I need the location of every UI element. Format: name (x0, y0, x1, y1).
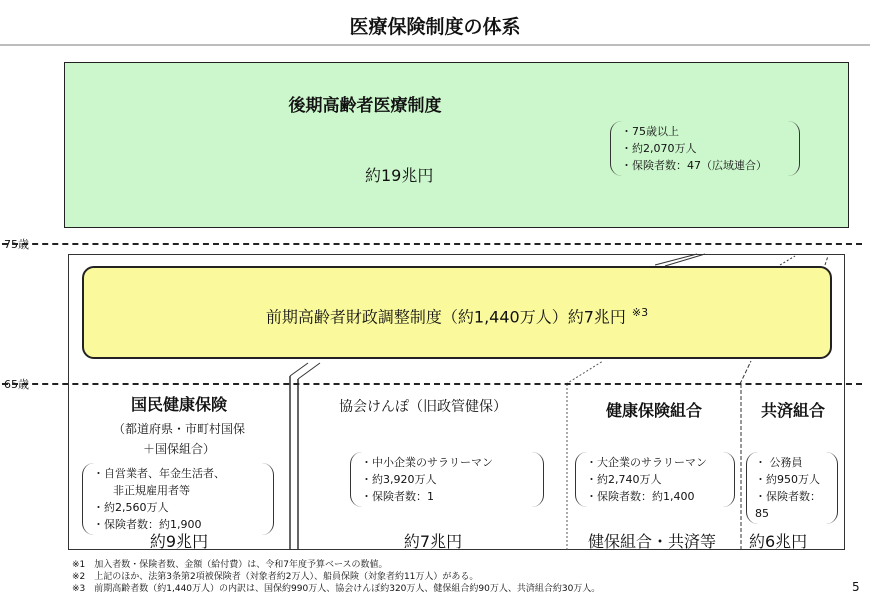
detail: ・75歳以上 (621, 125, 679, 138)
early-elderly-note: ※3 (631, 306, 649, 319)
detail: ・約2,740万人 (586, 473, 662, 486)
detail: ・保険者数：約1,400 (586, 490, 695, 503)
column-details (350, 452, 544, 507)
detail: ・約3,920万人 (361, 473, 437, 486)
late-elderly-name: 後期高齢者医療制度 (288, 96, 442, 116)
column-kokuho (70, 392, 288, 535)
combined-amount: 約6兆円 (749, 532, 808, 551)
detail: ・約950万人 (755, 473, 820, 486)
page-title: 医療保険制度の体系 (349, 16, 521, 38)
detail: ・自営業者、年金生活者、 (93, 467, 225, 480)
detail: ・ 公務員 (755, 456, 803, 469)
detail: 非正規雇用者等 (113, 484, 190, 497)
column-details (575, 452, 735, 507)
detail: ・約2,070万人 (621, 142, 697, 155)
column-sub (70, 419, 288, 459)
detail: ・保険者数：47（広域連合） (621, 159, 767, 172)
column-details (746, 452, 838, 524)
footnote-3: ※3 前期高齢者数（約1,440万人）の内訳は、国保約990万人、協会けんぽ約320万人、健保組合約90万人、共済組合約30万人。 (72, 584, 601, 594)
column-name: 協会けんぽ（旧政管健保） (339, 399, 507, 415)
early-elderly-box (82, 266, 832, 359)
combined-label: 健保組合・共済等 (588, 532, 717, 551)
column-kenpo (569, 398, 739, 503)
kokuho-amount: 約9兆円 (149, 532, 209, 551)
detail: ・保険者数：1 (361, 490, 434, 503)
column-name: 国民健康保険 (130, 395, 227, 414)
footnote-1: ※1 加入者数・保険者数、金額（給付費）は、令和7年度予算ベースの数値。 (72, 560, 388, 570)
early-elderly-label: 前期高齢者財政調整制度（約1,440万人）約7兆円 (265, 307, 626, 327)
kyokai-amount: 約7兆円 (403, 532, 463, 551)
detail: ・保険者数：約1,900 (93, 518, 202, 531)
sub-line: （都道府県・市町村国保 (112, 422, 245, 436)
page-number: 5 (852, 580, 860, 594)
detail: ・約2,560万人 (93, 501, 169, 514)
late-elderly-amount: 約19兆円 (365, 166, 434, 185)
detail: ・中小企業のサラリーマン (361, 456, 493, 469)
footnote-2: ※2 上記のほか、法第3条第2項被保険者（対象者約2万人）、船員保険（対象者約11万人）がある。 (72, 572, 479, 582)
column-kyosai (742, 398, 844, 520)
detail: ・大企業のサラリーマン (586, 456, 707, 469)
column-kyokai (300, 396, 566, 503)
column-name: 健康保険組合 (605, 401, 702, 420)
column-details (82, 463, 274, 535)
age-65-line (2, 383, 862, 385)
age-65-label: 65歳 (4, 378, 29, 391)
column-name: 共済組合 (760, 401, 825, 420)
age-75-label: 75歳 (4, 238, 29, 251)
sub-line: ＋国保組合） (142, 442, 215, 456)
detail: ・保険者数：85 (755, 490, 821, 520)
